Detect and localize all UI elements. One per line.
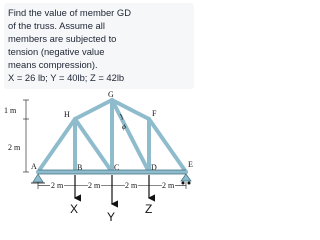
pin-support: [31, 174, 45, 183]
question-line: X = 26 lb; Y = 40lb; Z = 42lb: [8, 72, 125, 84]
joint-label-G: G: [108, 90, 114, 99]
load-label-Y: Y: [107, 210, 116, 224]
span-label: 2 m: [125, 181, 138, 190]
question-line: tension (negative value: [8, 46, 105, 58]
joint-label-C: C: [114, 163, 120, 172]
member-AH: [38, 119, 75, 172]
angle-label: ϕ: [122, 122, 126, 131]
height-label-bottom: 2 m: [8, 143, 21, 152]
load-label-X: X: [70, 202, 79, 216]
question-line: Find the value of member GD: [8, 7, 131, 18]
question-line: of the truss. Assume all: [8, 20, 105, 32]
joint-label-A: A: [31, 162, 37, 171]
span-label: 2 m: [162, 181, 175, 190]
joint-label-B: B: [77, 163, 83, 172]
span-label: 2 m: [51, 181, 64, 190]
truss-members: [38, 100, 186, 172]
load-arrows: [75, 175, 149, 204]
question-line: means compression).: [8, 59, 98, 71]
joint-label-H: H: [64, 110, 70, 119]
question-line: members are subjected to: [8, 33, 117, 45]
load-label-Z: Z: [145, 202, 153, 216]
joint-label-F: F: [152, 109, 157, 118]
height-label-top: 1 m: [4, 106, 17, 115]
joint-label-E: E: [188, 160, 193, 169]
height-dimension: [23, 100, 29, 172]
joint-label-D: D: [151, 163, 157, 172]
member-HG: [75, 100, 112, 119]
span-label: 2 m: [88, 181, 101, 190]
